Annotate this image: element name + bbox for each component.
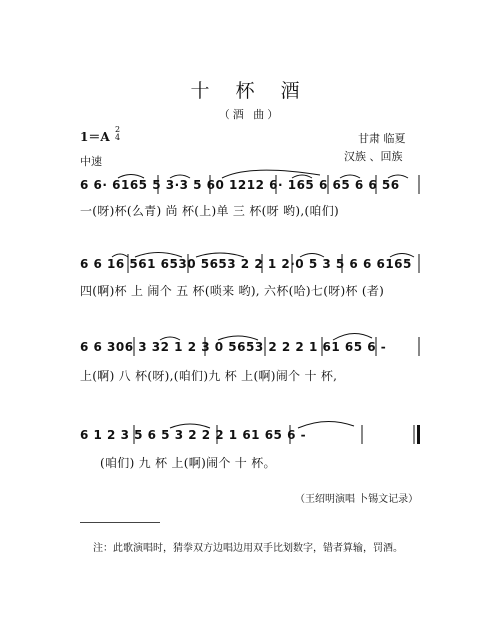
notation-line: 6 6 16 561 6530 5653 2 2 1 2·0 5 3 5 6 6 6165 <box>80 257 412 271</box>
meter-top: 2 <box>115 125 121 134</box>
slur <box>222 170 320 178</box>
slur <box>160 337 180 340</box>
final-barline-thick <box>417 425 420 444</box>
lyric-line: 上(啊) 八 杯(呀),(咱们)九 杯 上(啊)闹个 十 杯, <box>80 369 338 383</box>
slur <box>218 336 258 340</box>
slur <box>390 254 414 258</box>
slur <box>135 253 182 258</box>
lyric-line: 一(呀)杯(么青) 尚 杯(上)单 三 杯(呀 哟),(咱们) <box>80 204 340 218</box>
lyric-line: 四(啊)杯 上 闹个 五 杯(唢来 哟), 六杯(哈)七(呀)杯 (者) <box>80 284 385 298</box>
key-signature: 1＝A <box>80 130 110 144</box>
slur <box>298 421 354 428</box>
slur <box>333 333 372 340</box>
notation-line: 6 6 306 3 32 1 2 3 0 5653 2 2 2 1 61 65 6 - <box>80 340 387 354</box>
footnote: 注：此歌演唱时，猜拳双方边唱边用双手比划数字，错者算输，罚酒。 <box>93 543 403 554</box>
slur <box>170 424 210 428</box>
slur <box>292 175 312 178</box>
notation-line: 6 1 2 3 5 6 5 3 2 2 2 1 61 65 6 - <box>80 428 307 442</box>
slur <box>170 175 190 178</box>
ethnic-group: 汉族 、回族 <box>344 150 403 163</box>
performer-credit: （王绍明演唱 卜锡文记录） <box>295 494 419 505</box>
lyric-line: (咱们) 九 杯 上(啊)闹个 十 杯。 <box>100 456 276 470</box>
slur <box>112 254 128 257</box>
slur <box>196 253 244 257</box>
song-origin: 甘肃 临夏 <box>358 132 406 145</box>
song-subtitle: （酒 曲） <box>218 108 282 121</box>
tempo-marking: 中速 <box>80 155 102 168</box>
meter-bottom: 4 <box>115 133 121 142</box>
song-title: 十 杯 酒 <box>190 80 310 102</box>
slur <box>388 175 408 178</box>
slur <box>340 175 360 178</box>
notation-line: 6 6· 6165 5 3·3 5 60 1212 6· 165 6 65 6 6 56 <box>80 178 400 192</box>
slur <box>118 175 144 179</box>
slur <box>300 254 324 258</box>
